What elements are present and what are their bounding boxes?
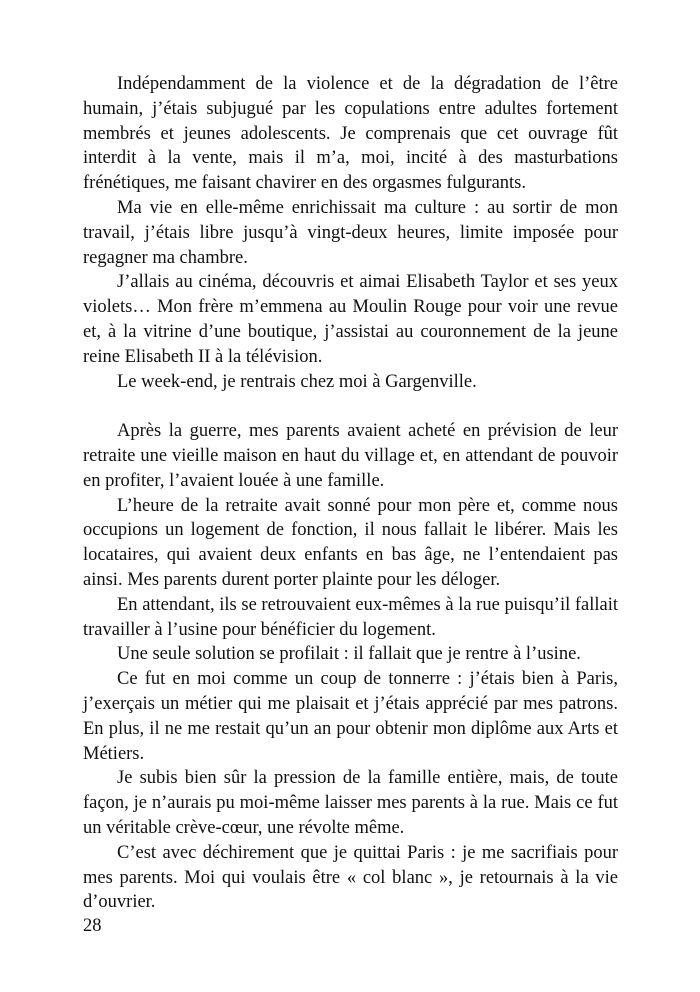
paragraph-on-the-street: En attendant, ils se retrouvaient eux-mêmes à la rue puisqu’il fallait travailler à l’usine pour bénéficier du logement. [83,594,618,640]
book-page-body [83,72,618,915]
paragraph-culture: Ma vie en elle-même enrichissait ma culture : au sortir de mon travail, j’étais libre jusqu’à vingt-deux heures, limite imposée pour regagner ma chambre. [83,197,618,268]
paragraph-after-war: Après la guerre, mes parents avaient acheté en prévision de leur retraite une vieille maison en haut du village et, en attendant de pouvoir en profiter, l’avaient louée à une famille. [83,421,618,491]
paragraph-family-pressure: Je subis bien sûr la pression de la famille entière, mais, de toute façon, je n’aurais pu moi-même laisser mes parents à la rue. Mais ce fut un véritable crève-cœur, une révolte même. [83,768,618,838]
page-number: 28 [83,916,102,936]
paragraph-weekend: Le week-end, je rentrais chez moi à Gargenville. [117,371,477,392]
paragraph-leaving-paris: C’est avec déchirement que je quittai Paris : je me sacrifiais pour mes parents. Moi qui voulais être « col blanc », je retournais à la vie d’ouvrier. [83,842,618,913]
paragraph-violence: Indépendamment de la violence et de la dégradation de l’être humain, j’étais subjugué par les copulations entre adultes fortement membrés et jeunes adolescents. Je comprenais que cet ouvrage fût interdit à la vente, mais il m’a, moi, incité à des masturbations frénétiques, me faisant chavirer en des orgasmes fulgurants. [83,74,618,194]
paragraph-thunderbolt: Ce fut en moi comme un coup de tonnerre : j’étais bien à Paris, j’exerçais un métier qui me plaisait et j’étais apprécié par mes patrons. En plus, il ne me restait qu’un an pour obtenir mon diplôme aux Arts et Métiers. [83,669,618,764]
paragraph-retirement: L’heure de la retraite avait sonné pour mon père et, comme nous occupions un logement de fonction, il nous fallait le libérer. Mais les locataires, qui avaient deux enfants en bas âge, ne l’entendaient pas ainsi. Mes parents durent porter plainte pour les déloger. [83,495,618,590]
paragraph-only-solution: Une seule solution se profilait : il fallait que je rentre à l’usine. [117,644,581,665]
section-break [83,394,618,419]
paragraph-cinema: J’allais au cinéma, découvris et aimai Elisabeth Taylor et ses yeux violets… Mon frère m’emmena au Moulin Rouge pour voir une revue et, à la vitrine d’une boutique, j’assistai au couronnement de la jeune reine Elisabeth II à la télévision. [83,272,618,367]
